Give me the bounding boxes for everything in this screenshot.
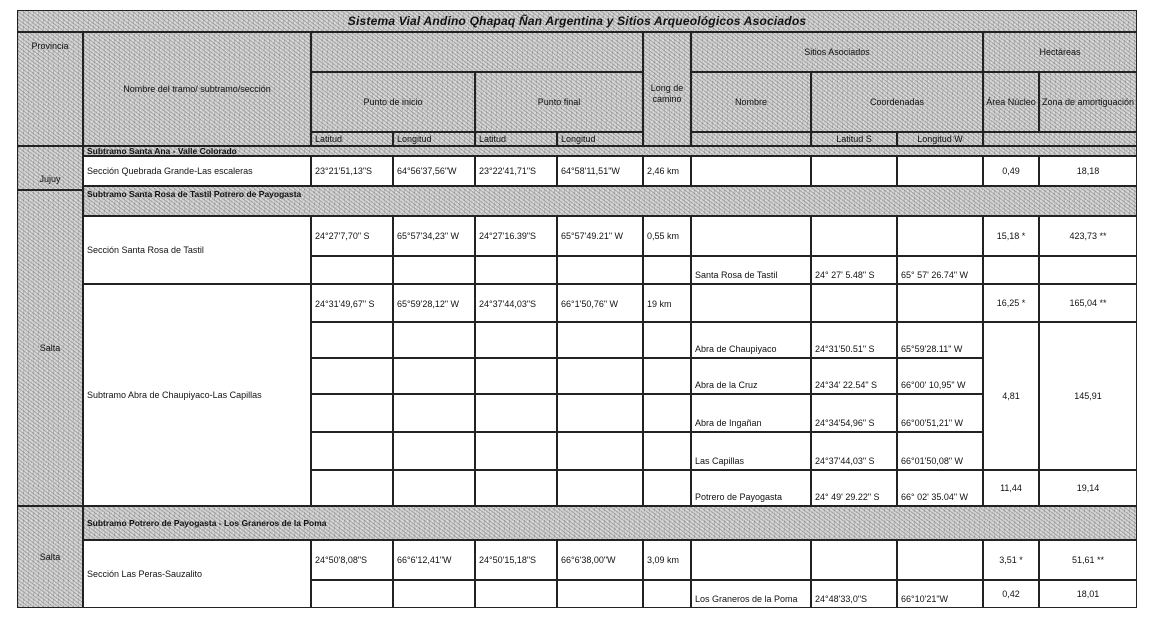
blank-cell	[311, 580, 393, 608]
site-lat-empty	[811, 540, 897, 580]
blank-cell	[311, 394, 393, 432]
header-zona-amort: Zona de amortiguación	[1039, 72, 1137, 132]
lon-final: 66°1'50,76" W	[557, 284, 643, 322]
site-lon: 66° 02' 35.04" W	[897, 470, 983, 506]
area-nucleo: 11,44	[983, 470, 1039, 506]
site-lat: 24° 49' 29.22" S	[811, 470, 897, 506]
blank-cell	[475, 470, 557, 506]
lat-inicio: 24°27'7,70" S	[311, 216, 393, 256]
blank-cell	[643, 470, 691, 506]
site-lon-empty	[897, 284, 983, 322]
section-name: Sección Quebrada Grande-Las escaleras	[83, 156, 311, 186]
header-longitud-w: Longitud W	[897, 132, 983, 146]
zona-amort: 19,14	[1039, 470, 1137, 506]
site-name: Santa Rosa de Tastil	[691, 256, 811, 284]
header-longitud-inicio: Longitud	[393, 132, 475, 146]
length: 0,55 km	[643, 216, 691, 256]
header-sitio-nombre: Nombre	[691, 72, 811, 132]
header-blank-top	[311, 32, 643, 72]
blank-cell	[557, 256, 643, 284]
blank-cell	[557, 580, 643, 608]
site-lat-empty	[811, 216, 897, 256]
blank-cell	[475, 580, 557, 608]
blank-cell	[393, 470, 475, 506]
section-title-santa-ana: Subtramo Santa Ana - Valle Colorado	[83, 146, 1137, 156]
site-lon: 65°59'28.11" W	[897, 322, 983, 358]
blank-cell	[311, 470, 393, 506]
header-coordenadas: Coordenadas	[811, 72, 983, 132]
area-nucleo: 0,49	[983, 156, 1039, 186]
header-latitud-s: Latitud S	[811, 132, 897, 146]
site-lat: 24° 27' 5.48" S	[811, 256, 897, 284]
site-name: Potrero de Payogasta	[691, 470, 811, 506]
blank-cell	[475, 358, 557, 394]
blank-cell	[393, 580, 475, 608]
blank-cell	[311, 432, 393, 470]
site-lon: 66°01'50,08" W	[897, 432, 983, 470]
site-name: Los Graneros de la Poma	[691, 580, 811, 608]
blank-cell	[557, 322, 643, 358]
zona-amort: 51,61 **	[1039, 540, 1137, 580]
section-title-potrero: Subtramo Potrero de Payogasta - Los Graneros de la Poma	[83, 506, 1137, 540]
header-hectareas: Hectáreas	[983, 32, 1137, 72]
header-punto-inicio: Punto de inicio	[311, 72, 475, 132]
site-name: Las Capillas	[691, 432, 811, 470]
lon-final: 66°6'38,00"W	[557, 540, 643, 580]
lat-final: 24°37'44,03"S	[475, 284, 557, 322]
blank-cell	[393, 432, 475, 470]
lat-final: 24°50'15,18"S	[475, 540, 557, 580]
area-nucleo: 15,18 *	[983, 216, 1039, 256]
zona-amort: 145,91	[1039, 322, 1137, 470]
header-sitios: Sitios Asociados	[691, 32, 983, 72]
blank-cell	[643, 580, 691, 608]
header-area-nucleo: Área Núcleo	[983, 72, 1039, 132]
province-salta-2: Salta	[17, 506, 83, 608]
blank-cell	[643, 394, 691, 432]
table-document	[17, 10, 1137, 608]
lon-inicio: 64°56'37,56"W	[393, 156, 475, 186]
header-latitud-inicio: Latitud	[311, 132, 393, 146]
site-lat: 24°37'44,03" S	[811, 432, 897, 470]
blank-cell	[643, 322, 691, 358]
blank-cell	[311, 256, 393, 284]
blank-cell	[643, 256, 691, 284]
blank-cell	[643, 432, 691, 470]
site-lat: 24°34'54,96" S	[811, 394, 897, 432]
site-empty	[691, 540, 811, 580]
header-blank-hectareas	[983, 132, 1137, 146]
blank-cell	[475, 432, 557, 470]
zona-amort: 165,04 **	[1039, 284, 1137, 322]
section-name: Sección Las Peras-Sauzalito	[83, 540, 311, 608]
site-lon-empty	[897, 216, 983, 256]
length: 2,46 km	[643, 156, 691, 186]
lon-inicio: 65°59'28,12" W	[393, 284, 475, 322]
lat-inicio: 23°21'51,13"S	[311, 156, 393, 186]
table-title: Sistema Vial Andino Qhapaq Ñan Argentina y Sitios Arqueológicos Asociados	[17, 10, 1137, 32]
blank-cell	[1039, 256, 1137, 284]
blank-cell	[311, 322, 393, 358]
site-lon-empty	[897, 540, 983, 580]
site-lon: 65° 57' 26.74" W	[897, 256, 983, 284]
section-name: Sección Santa Rosa de Tastil	[83, 216, 311, 284]
site-lon: 66°00' 10,95" W	[897, 358, 983, 394]
header-nombre: Nombre del tramo/ subtramo/sección	[83, 32, 311, 146]
site-lon: 66°10'21"W	[897, 580, 983, 608]
lon-final: 65°57'49.21" W	[557, 216, 643, 256]
lat-inicio: 24°31'49,67" S	[311, 284, 393, 322]
blank-cell	[475, 256, 557, 284]
site-lon-empty	[897, 156, 983, 186]
lon-inicio: 66°6'12,41"W	[393, 540, 475, 580]
area-nucleo: 4,81	[983, 322, 1039, 470]
site-lat: 24°34' 22.54" S	[811, 358, 897, 394]
blank-cell	[393, 358, 475, 394]
section-name: Subtramo Abra de Chaupiyaco-Las Capillas	[83, 284, 311, 506]
header-blank-nombre	[691, 132, 811, 146]
length: 19 km	[643, 284, 691, 322]
section-title-santa-rosa: Subtramo Santa Rosa de Tastil Potrero de Payogasta	[83, 186, 1137, 216]
province-salta-1: Salta	[17, 190, 83, 506]
header-latitud-final: Latitud	[475, 132, 557, 146]
site-name: Abra de Chaupiyaco	[691, 322, 811, 358]
lon-inicio: 65°57'34,23" W	[393, 216, 475, 256]
lat-inicio: 24°50'8,08"S	[311, 540, 393, 580]
lat-final: 24°27'16.39"S	[475, 216, 557, 256]
area-nucleo: 3,51 *	[983, 540, 1039, 580]
blank-cell	[393, 394, 475, 432]
blank-cell	[557, 432, 643, 470]
blank-cell	[393, 322, 475, 358]
site-name: Abra de Ingañan	[691, 394, 811, 432]
site-lon: 66°00'51,21" W	[897, 394, 983, 432]
area-nucleo: 16,25 *	[983, 284, 1039, 322]
blank-cell	[557, 358, 643, 394]
blank-cell	[557, 394, 643, 432]
lon-final: 64°58'11,51"W	[557, 156, 643, 186]
site-lat-empty	[811, 284, 897, 322]
blank-cell	[475, 394, 557, 432]
province-jujuy: Jujuy	[17, 146, 83, 190]
blank-cell	[643, 358, 691, 394]
zona-amort: 18,01	[1039, 580, 1137, 608]
blank-cell	[557, 470, 643, 506]
header-punto-final: Punto final	[475, 72, 643, 132]
site-empty	[691, 284, 811, 322]
header-longitud-final: Longitud	[557, 132, 643, 146]
length: 3,09 km	[643, 540, 691, 580]
site-lat: 24°31'50.51" S	[811, 322, 897, 358]
blank-cell	[311, 358, 393, 394]
site-lat: 24°48'33,0"S	[811, 580, 897, 608]
site-empty	[691, 156, 811, 186]
area-nucleo: 0,42	[983, 580, 1039, 608]
site-name: Abra de la Cruz	[691, 358, 811, 394]
header-long-camino: Long de camino	[643, 32, 691, 146]
site-empty	[691, 216, 811, 256]
zona-amort: 18,18	[1039, 156, 1137, 186]
blank-cell	[475, 322, 557, 358]
site-lat-empty	[811, 156, 897, 186]
blank-cell	[393, 256, 475, 284]
blank-cell	[983, 256, 1039, 284]
zona-amort: 423,73 **	[1039, 216, 1137, 256]
header-provincia: Provincia	[17, 32, 83, 146]
lat-final: 23°22'41,71"S	[475, 156, 557, 186]
